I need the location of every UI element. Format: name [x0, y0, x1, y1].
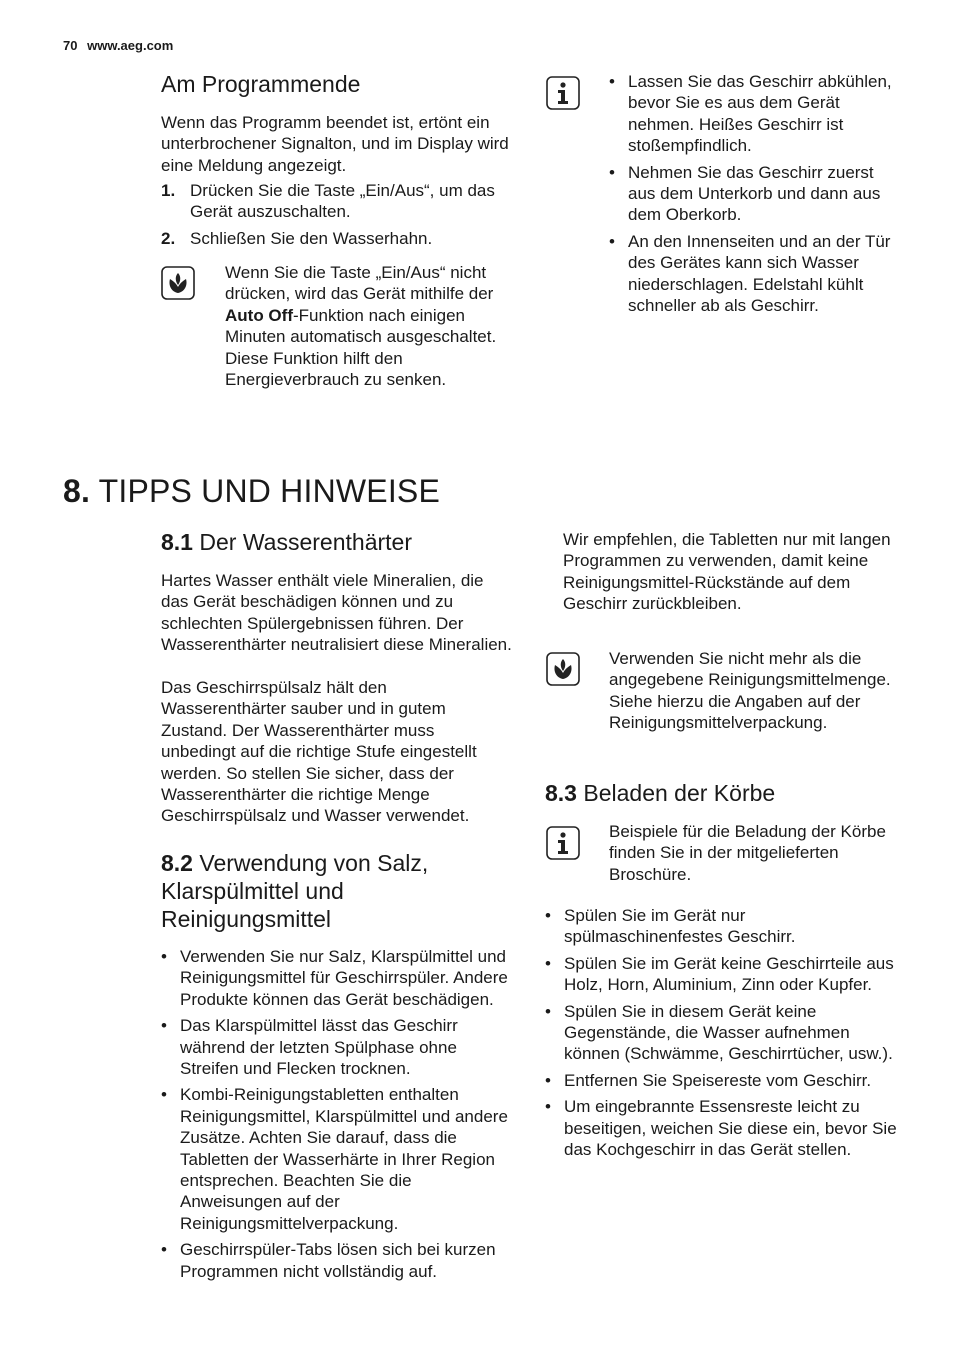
section-name: Der Wasserenthärter	[199, 529, 412, 555]
eco-note-text-before: Wenn Sie die Taste „Ein/Aus“ nicht drücken, wird das Gerät mithilfe der	[225, 263, 494, 304]
chapter-name: TIPPS UND HINWEISE	[98, 473, 441, 509]
section-title-8-1	[161, 528, 412, 556]
step-item	[161, 180, 513, 223]
list-item: • Verwenden Sie nur Salz, Klarspülmittel und Reinigungsmittel für Geschirrspüler. Andere Produkte können das Gerät beschädigen.	[161, 946, 513, 1010]
water-softener-paragraph-2: Das Geschirrspülsalz hält den Wasserenthärter sauber und in gutem Zustand. Der Wasserenthärter muss unbedingt auf die richtige Stufe eingestellt werden. So stellen Sie sicher, dass der Wasserenthärter die richtige Menge Geschirrspülsalz und Wasser verwendet.	[161, 678, 477, 826]
step-text: Drücken Sie die Taste „Ein/Aus“, um das Gerät auszuschalten.	[190, 181, 495, 222]
info-note-loading-examples: Beispiele für die Beladung der Körbe finden Sie in der mitgelieferten Broschüre.	[609, 822, 886, 884]
info-icon	[546, 76, 580, 110]
list-item: • An den Innenseiten und an der Tür des Gerätes kann sich Wasser niederschlagen. Edelstahl kühlt schneller ab als Geschirr.	[609, 231, 901, 317]
eco-note-detergent-amount: Verwenden Sie nicht mehr als die angegebene Reinigungsmittelmenge. Siehe hierzu die Angaben auf der Reinigungsmittelverpackung.	[609, 649, 891, 733]
section-number: 8.3	[545, 780, 577, 806]
eco-note-text-after: -Funktion nach einigen Minuten automatisch ausgeschaltet. Diese Funktion hilft den Energieverbrauch zu senken.	[225, 305, 497, 390]
detergent-usage-list	[161, 946, 513, 1287]
am-programmende-steps	[161, 180, 513, 254]
section-title-am-programmende: Am Programmende	[161, 71, 361, 97]
page-header	[63, 38, 173, 53]
list-item: • Kombi-Reinigungstabletten enthalten Reinigungsmittel, Klarspülmittel und andere Zusätze. Achten Sie darauf, dass die Tabletten der Wasserhärte in Ihrer Region entsprechen. Beachten Sie die Anweisungen auf der Reinigungsmittelverpackung.	[161, 1084, 513, 1234]
step-number: 1.	[161, 181, 176, 200]
water-softener-paragraph-1: Hartes Wasser enthält viele Mineralien, die das Gerät beschädigen können und zu schlechten Spülergebnissen führen. Der Wasserenthärter neutralisiert diese Mineralien.	[161, 571, 512, 655]
am-programmende-intro: Wenn das Programm beendet ist, ertönt ein unterbrochener Signalton, und im Display wird eine Meldung angezeigt.	[161, 113, 509, 175]
eco-leaf-icon	[546, 652, 580, 686]
cooling-tips-list	[609, 71, 901, 321]
step-item	[161, 228, 513, 249]
info-icon	[546, 826, 580, 860]
section-title-8-2	[161, 849, 491, 933]
list-item: • Spülen Sie im Gerät nur spülmaschinenfestes Geschirr.	[545, 905, 899, 948]
list-item: • Spülen Sie in diesem Gerät keine Gegenstände, die Wasser aufnehmen können (Schwämme, Geschirrtücher, usw.).	[545, 1001, 899, 1065]
step-text: Schließen Sie den Wasserhahn.	[190, 228, 433, 248]
list-item: • Spülen Sie im Gerät keine Geschirrteile aus Holz, Horn, Aluminium, Zinn oder Kupfer.	[545, 953, 899, 996]
tablet-recommendation-paragraph: Wir empfehlen, die Tabletten nur mit langen Programmen zu verwenden, damit keine Reinigungsmittel-Rückstände auf dem Geschirr zurückbleiben.	[563, 530, 891, 614]
section-name: Verwendung von Salz, Klarspülmittel und Reinigungsmittel	[161, 850, 429, 932]
list-item: • Lassen Sie das Geschirr abkühlen, bevor Sie es aus dem Gerät nehmen. Heißes Geschirr ist stoßempfindlich.	[609, 71, 901, 157]
list-item: • Entfernen Sie Speisereste vom Geschirr.	[545, 1070, 899, 1091]
section-number: 8.1	[161, 529, 193, 555]
eco-note-auto-off	[225, 262, 513, 390]
section-name: Beladen der Körbe	[583, 780, 776, 806]
list-item: • Nehmen Sie das Geschirr zuerst aus dem Unterkorb und dann aus dem Oberkorb.	[609, 162, 901, 226]
section-title-8-3	[545, 779, 775, 807]
chapter-title	[63, 472, 440, 510]
page-number: 70	[63, 38, 78, 53]
basket-loading-list	[545, 905, 899, 1165]
auto-off-term: Auto Off	[225, 305, 293, 325]
list-item: • Geschirrspüler-Tabs lösen sich bei kurzen Programmen nicht vollständig auf.	[161, 1239, 513, 1282]
chapter-number: 8.	[63, 473, 91, 509]
section-number: 8.2	[161, 850, 193, 876]
list-item: • Um eingebrannte Essensreste leicht zu beseitigen, weichen Sie diese ein, bevor Sie das Kochgeschirr in das Gerät stellen.	[545, 1096, 899, 1160]
eco-leaf-icon	[161, 266, 195, 300]
list-item: • Das Klarspülmittel lässt das Geschirr während der letzten Spülphase ohne Streifen und Flecken trocknen.	[161, 1015, 513, 1079]
step-number: 2.	[161, 228, 176, 248]
website-link[interactable]: www.aeg.com	[87, 38, 174, 53]
